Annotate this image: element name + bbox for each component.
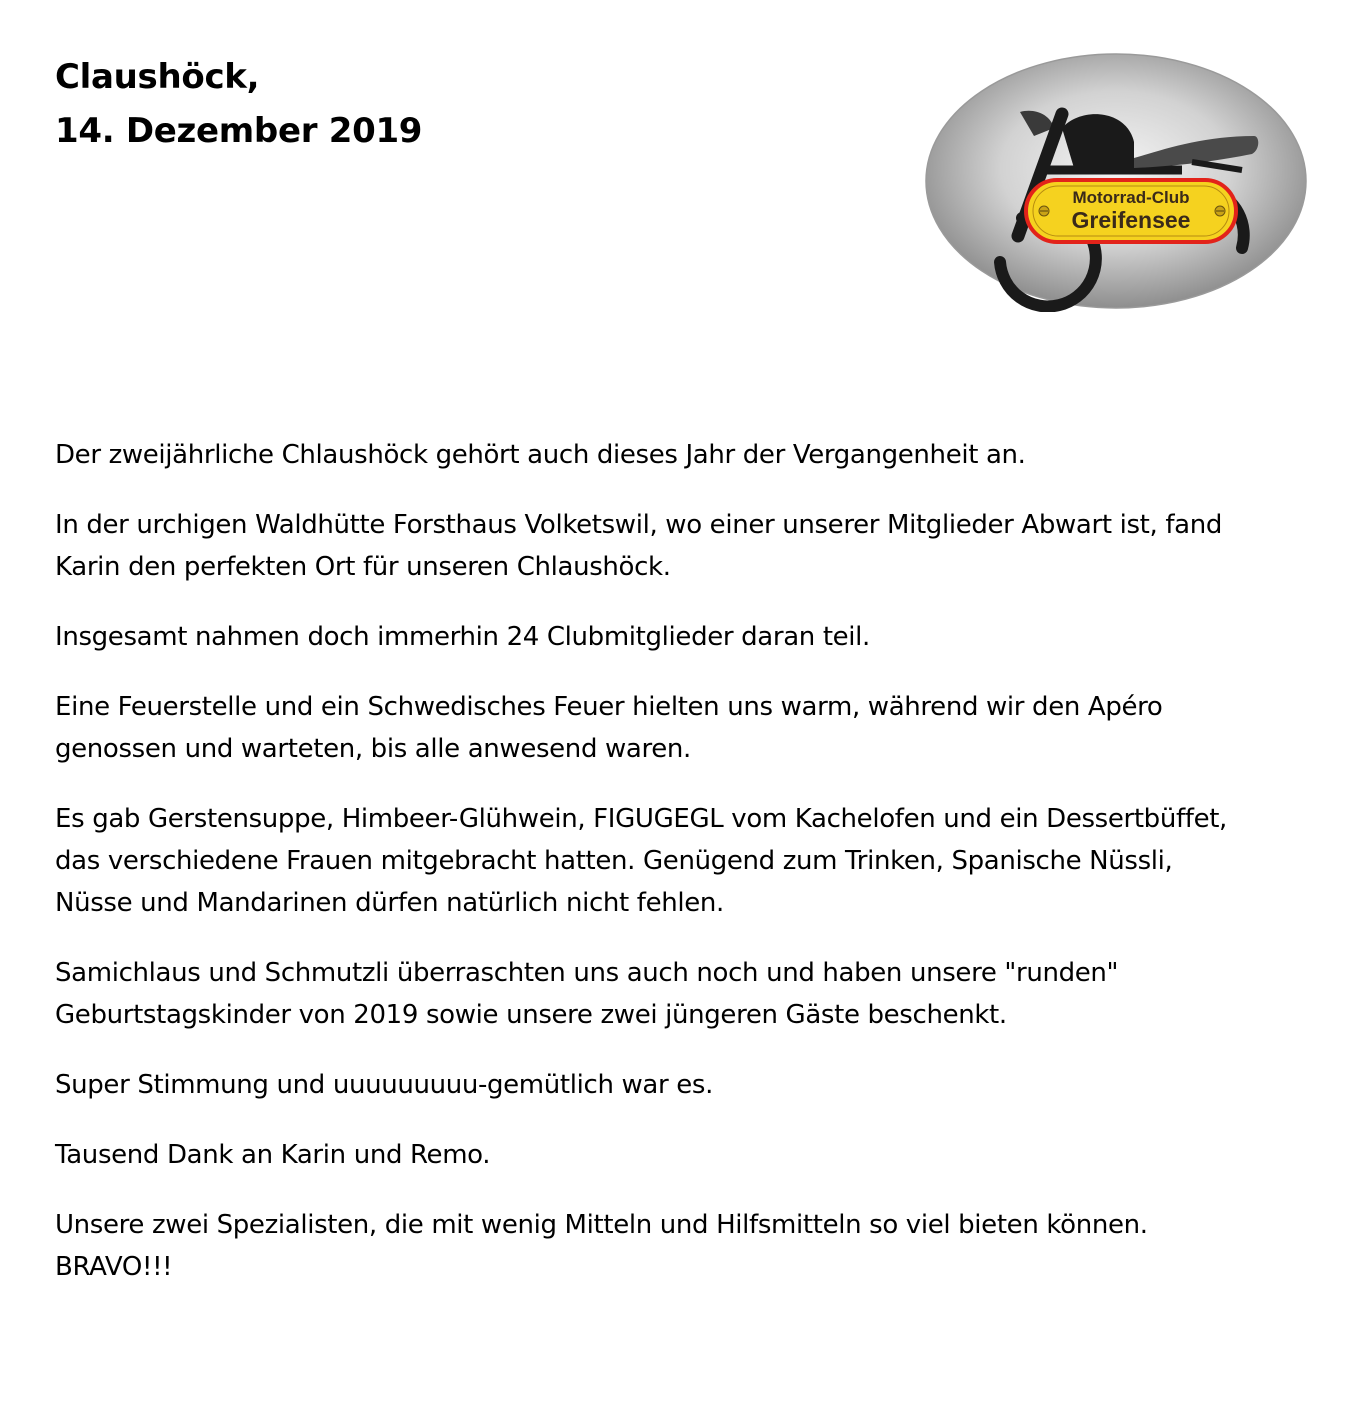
page-title	[55, 50, 422, 158]
badge-line-1: Motorrad-Club	[1072, 188, 1190, 207]
title-line-1: Claushöck,	[55, 57, 260, 97]
badge-line-2: Greifensee	[1071, 207, 1191, 233]
article-body	[55, 434, 1330, 1316]
club-badge	[1026, 180, 1236, 242]
club-logo	[922, 50, 1310, 312]
paragraph: Es gab Gerstensuppe, Himbeer-Glühwein, FIGUGEGL vom Kachelofen und ein Dessertbüffet, das verschiedene Frauen mitgebracht hatten. Genügend zum Trinken, Spanische Nüssli, Nüsse und Mandarinen dürfen natürlich nicht fehlen.	[55, 804, 1227, 918]
logo-graphic	[922, 50, 1310, 312]
paragraph: Samichlaus und Schmutzli überraschten uns auch noch und haben unsere "runden" Geburtstagskinder von 2019 sowie unsere zwei jüngeren Gäste beschenkt.	[55, 958, 1119, 1030]
title-line-2: 14. Dezember 2019	[55, 111, 423, 151]
paragraph: Eine Feuerstelle und ein Schwedisches Feuer hielten uns warm, während wir den Apéro genossen und warteten, bis alle anwesend waren.	[55, 692, 1163, 764]
paragraph: Tausend Dank an Karin und Remo.	[55, 1140, 491, 1170]
paragraph: Unsere zwei Spezialisten, die mit wenig Mitteln und Hilfsmitteln so viel bieten können. BRAVO!!!	[55, 1210, 1148, 1282]
paragraph: Insgesamt nahmen doch immerhin 24 Clubmitglieder daran teil.	[55, 622, 870, 652]
paragraph: Der zweijährliche Chlaushöck gehört auch dieses Jahr der Vergangenheit an.	[55, 440, 1026, 470]
paragraph: Super Stimmung und uuuuuuuuu-gemütlich war es.	[55, 1070, 713, 1100]
paragraph: In der urchigen Waldhütte Forsthaus Volketswil, wo einer unserer Mitglieder Abwart ist, fand Karin den perfekten Ort für unseren Chlaushöck.	[55, 510, 1222, 582]
